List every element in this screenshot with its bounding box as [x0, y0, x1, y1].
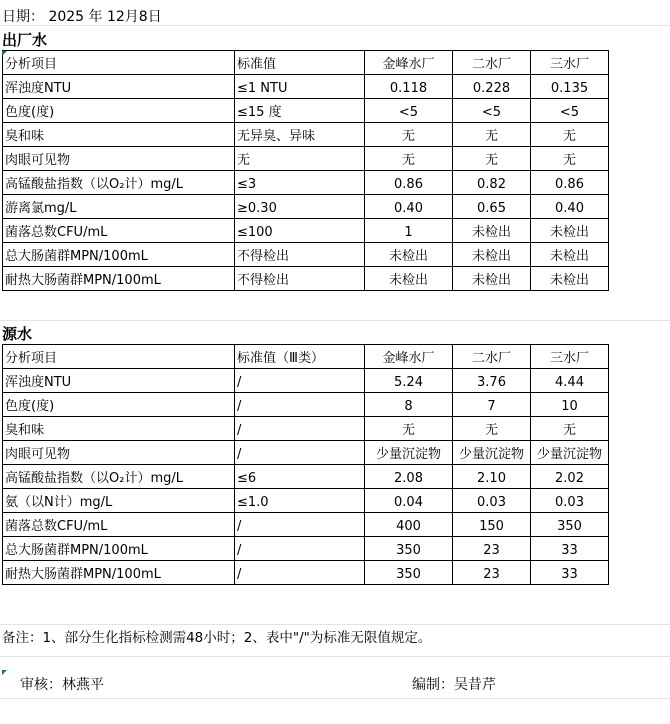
sheet-gridline [0, 624, 670, 625]
value-cell[interactable]: 无 [531, 123, 609, 147]
header-cell[interactable]: 三水厂 [531, 51, 609, 75]
value-cell[interactable]: 23 [453, 537, 531, 561]
table-row [3, 171, 609, 195]
value-cell[interactable]: 350 [365, 537, 453, 561]
standard-cell[interactable]: / [235, 393, 365, 417]
header-cell[interactable]: 二水厂 [453, 51, 531, 75]
sheet-gridline [0, 25, 670, 26]
item-cell[interactable]: 菌落总数CFU/mL [3, 219, 235, 243]
value-cell[interactable]: 350 [531, 513, 609, 537]
value-cell[interactable]: 0.118 [365, 75, 453, 99]
table-row [3, 465, 609, 489]
standard-cell[interactable]: ≤1 NTU [235, 75, 365, 99]
table-row [3, 99, 609, 123]
value-cell[interactable]: 0.86 [531, 171, 609, 195]
remark-note[interactable]: 备注：1、部分生化指标检测需48小时；2、表中"/"为标准无限值规定。 [2, 630, 432, 646]
value-cell[interactable]: 无 [453, 147, 531, 171]
standard-cell[interactable]: 无 [235, 147, 365, 171]
header-cell[interactable]: 金峰水厂 [365, 51, 453, 75]
table-row [3, 537, 609, 561]
standard-cell[interactable]: 不得检出 [235, 243, 365, 267]
value-cell[interactable]: 33 [531, 561, 609, 585]
value-cell[interactable]: 无 [453, 123, 531, 147]
item-cell[interactable]: 高锰酸盐指数（以O₂计）mg/L [3, 465, 235, 489]
table-row [3, 393, 609, 417]
standard-cell[interactable]: / [235, 441, 365, 465]
table-row [3, 195, 609, 219]
table-header-row [3, 51, 609, 75]
value-cell[interactable]: 8 [365, 393, 453, 417]
value-cell[interactable]: 7 [453, 393, 531, 417]
value-cell[interactable]: 1 [365, 219, 453, 243]
value-cell[interactable]: 无 [365, 123, 453, 147]
table-row [3, 489, 609, 513]
item-cell[interactable]: 色度(度) [3, 393, 235, 417]
value-cell[interactable]: 33 [531, 537, 609, 561]
value-cell[interactable]: 2.08 [365, 465, 453, 489]
item-cell[interactable]: 氨（以N计）mg/L [3, 489, 235, 513]
value-cell[interactable]: 0.135 [531, 75, 609, 99]
value-cell[interactable]: 0.03 [453, 489, 531, 513]
value-cell[interactable]: 无 [531, 417, 609, 441]
table-row [3, 75, 609, 99]
value-cell[interactable]: 0.86 [365, 171, 453, 195]
table-row [3, 561, 609, 585]
header-cell[interactable]: 三水厂 [531, 345, 609, 369]
value-cell[interactable]: 5.24 [365, 369, 453, 393]
value-cell[interactable]: <5 [531, 99, 609, 123]
table-row [3, 219, 609, 243]
value-cell[interactable]: 无 [365, 147, 453, 171]
item-cell[interactable]: 臭和味 [3, 123, 235, 147]
header-cell[interactable]: 标准值（Ⅲ类） [235, 345, 365, 369]
value-cell[interactable]: 无 [365, 417, 453, 441]
value-cell[interactable]: 未检出 [365, 267, 453, 291]
value-cell[interactable]: 0.82 [453, 171, 531, 195]
item-cell[interactable]: 高锰酸盐指数（以O₂计）mg/L [3, 171, 235, 195]
item-cell[interactable]: 菌落总数CFU/mL [3, 513, 235, 537]
standard-cell[interactable]: 无异臭、异味 [235, 123, 365, 147]
section-title-source-water[interactable]: 源水 [2, 325, 33, 343]
item-cell[interactable]: 色度(度) [3, 99, 235, 123]
value-cell[interactable]: 无 [453, 417, 531, 441]
item-cell[interactable]: 浑浊度NTU [3, 75, 235, 99]
value-cell[interactable]: 4.44 [531, 369, 609, 393]
standard-cell[interactable]: / [235, 513, 365, 537]
value-cell[interactable]: 未检出 [531, 219, 609, 243]
table-row [3, 147, 609, 171]
value-cell[interactable]: 未检出 [531, 243, 609, 267]
source-water-table-body [3, 345, 609, 585]
value-cell[interactable]: 3.76 [453, 369, 531, 393]
cell-note-marker [2, 670, 7, 675]
item-cell[interactable]: 耐热大肠菌群MPN/100mL [3, 267, 235, 291]
table-row [3, 513, 609, 537]
item-cell[interactable]: 总大肠菌群MPN/100mL [3, 243, 235, 267]
cell-note-marker [2, 51, 7, 56]
value-cell[interactable]: 2.10 [453, 465, 531, 489]
table-row [3, 267, 609, 291]
sheet-gridline [0, 698, 670, 699]
value-cell[interactable]: 23 [453, 561, 531, 585]
value-cell[interactable]: 未检出 [531, 267, 609, 291]
table-header-row [3, 345, 609, 369]
value-cell[interactable]: 350 [365, 561, 453, 585]
item-cell[interactable]: 总大肠菌群MPN/100mL [3, 537, 235, 561]
header-cell[interactable]: 分析项目 [3, 345, 235, 369]
standard-cell[interactable]: ≥0.30 [235, 195, 365, 219]
value-cell[interactable]: <5 [453, 99, 531, 123]
standard-cell[interactable]: / [235, 537, 365, 561]
finished-water-table-body [3, 51, 609, 291]
item-cell[interactable]: 耐热大肠菌群MPN/100mL [3, 561, 235, 585]
table-row [3, 243, 609, 267]
value-cell[interactable]: 无 [531, 147, 609, 171]
finished-water-table [2, 50, 609, 291]
standard-cell[interactable]: ≤100 [235, 219, 365, 243]
value-cell[interactable]: 0.03 [531, 489, 609, 513]
standard-cell[interactable]: / [235, 369, 365, 393]
standard-cell[interactable]: ≤3 [235, 171, 365, 195]
item-cell[interactable]: 臭和味 [3, 417, 235, 441]
standard-cell[interactable]: / [235, 417, 365, 441]
item-cell[interactable]: 肉眼可见物 [3, 441, 235, 465]
value-cell[interactable]: 0.04 [365, 489, 453, 513]
value-cell[interactable]: 少量沉淀物 [365, 441, 453, 465]
value-cell[interactable]: 0.65 [453, 195, 531, 219]
header-cell[interactable]: 二水厂 [453, 345, 531, 369]
table-row [3, 441, 609, 465]
value-cell[interactable]: 未检出 [453, 243, 531, 267]
item-cell[interactable]: 游离氯mg/L [3, 195, 235, 219]
report-date[interactable]: 日期： 2025 年 12月8日 [2, 9, 162, 25]
table-row [3, 369, 609, 393]
reviewer-signature[interactable]: 审核：林燕平 [20, 677, 104, 693]
table-row [3, 123, 609, 147]
standard-cell[interactable]: ≤6 [235, 465, 365, 489]
value-cell[interactable]: 2.02 [531, 465, 609, 489]
standard-cell[interactable]: ≤15 度 [235, 99, 365, 123]
value-cell[interactable]: 少量沉淀物 [453, 441, 531, 465]
header-cell[interactable]: 分析项目 [3, 51, 235, 75]
value-cell[interactable]: 0.228 [453, 75, 531, 99]
header-cell[interactable]: 标准值 [235, 51, 365, 75]
standard-cell[interactable]: 不得检出 [235, 267, 365, 291]
value-cell[interactable]: 0.40 [531, 195, 609, 219]
value-cell[interactable]: 150 [453, 513, 531, 537]
value-cell[interactable]: 未检出 [453, 219, 531, 243]
value-cell[interactable]: 400 [365, 513, 453, 537]
sheet-gridline [0, 320, 670, 321]
sheet-gridline [0, 656, 670, 657]
source-water-table [2, 344, 609, 585]
value-cell[interactable]: 0.40 [365, 195, 453, 219]
section-title-finished-water[interactable]: 出厂水 [2, 31, 48, 49]
value-cell[interactable]: 10 [531, 393, 609, 417]
value-cell[interactable]: 未检出 [453, 267, 531, 291]
item-cell[interactable]: 肉眼可见物 [3, 147, 235, 171]
value-cell[interactable]: 少量沉淀物 [531, 441, 609, 465]
editor-signature[interactable]: 编制：吴昔芹 [412, 677, 496, 693]
table-row [3, 417, 609, 441]
value-cell[interactable]: <5 [365, 99, 453, 123]
standard-cell[interactable]: / [235, 561, 365, 585]
value-cell[interactable]: 未检出 [365, 243, 453, 267]
standard-cell[interactable]: ≤1.0 [235, 489, 365, 513]
header-cell[interactable]: 金峰水厂 [365, 345, 453, 369]
item-cell[interactable]: 浑浊度NTU [3, 369, 235, 393]
